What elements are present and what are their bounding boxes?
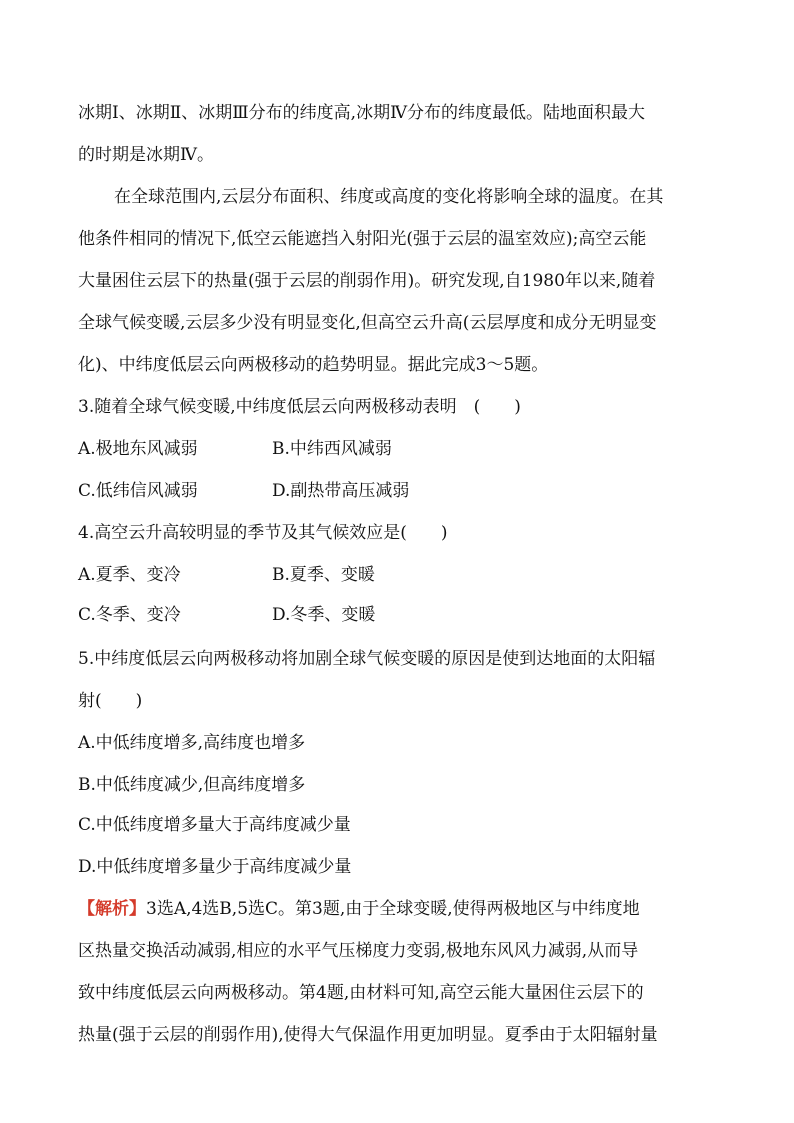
question-3-option-d: D.副热带高压减弱 — [272, 481, 410, 501]
question-4-option-b: B.夏季、变暖 — [272, 565, 375, 585]
question-5-option-a: A.中低纬度增多,高纬度也增多 — [78, 733, 306, 753]
question-3-option-c: C.低纬信风减弱 — [78, 481, 198, 501]
question-5-option-b: B.中低纬度减少,但高纬度增多 — [78, 775, 306, 795]
material-line-3: 大量困住云层下的热量(强于云层的削弱作用)。研究发现,自1980年以来,随着 — [78, 271, 656, 291]
question-4-option-d: D.冬季、变暖 — [272, 605, 376, 625]
material-line-5: 化)、中纬度低层云向两极移动的趋势明显。据此完成3～5题。 — [78, 355, 549, 375]
analysis-line-4: 热量(强于云层的削弱作用),使得大气保温作用更加明显。夏季由于太阳辐射量 — [78, 1025, 658, 1045]
question-5-stem-line-1: 5.中纬度低层云向两极移动将加剧全球气候变暖的原因是使到达地面的太阳辐 — [78, 649, 656, 669]
question-3-option-b: B.中纬西风减弱 — [272, 439, 392, 459]
intro-line-1: 冰期Ⅰ、冰期Ⅱ、冰期Ⅲ分布的纬度高,冰期Ⅳ分布的纬度最低。陆地面积最大 — [78, 103, 646, 123]
question-5-option-d: D.中低纬度增多量少于高纬度减少量 — [78, 857, 352, 877]
intro-line-2: 的时期是冰期Ⅳ。 — [78, 145, 214, 165]
material-line-1: 在全球范围内,云层分布面积、纬度或高度的变化将影响全球的温度。在其 — [114, 187, 664, 207]
question-4-stem: 4.高空云升高较明显的季节及其气候效应是( ) — [78, 523, 448, 543]
question-3-options-row-2 — [78, 479, 410, 503]
question-3-option-a: A.极地东风减弱 — [78, 439, 198, 459]
question-5-stem-line-2: 射( ) — [78, 691, 143, 711]
question-3-stem: 3.随着全球气候变暖,中纬度低层云向两极移动表明 ( ) — [78, 397, 521, 417]
analysis-line-3: 致中纬度低层云向两极移动。第4题,由材料可知,高空云能大量困住云层下的 — [78, 983, 644, 1003]
analysis-text-1: 3选A,4选B,5选C。第3题,由于全球变暖,使得两极地区与中纬度地 — [146, 899, 640, 919]
analysis-label: 【解析】 — [78, 899, 146, 919]
analysis-line-2: 区热量交换活动减弱,相应的水平气压梯度力变弱,极地东风风力减弱,从而导 — [78, 941, 639, 961]
question-4-options-row-2 — [78, 603, 376, 627]
question-4-option-a: A.夏季、变冷 — [78, 565, 181, 585]
question-4-options-row-1 — [78, 563, 375, 587]
analysis-line-1 — [78, 897, 640, 921]
material-line-4: 全球气候变暖,云层多少没有明显变化,但高空云升高(云层厚度和成分无明显变 — [78, 313, 657, 333]
question-4-option-c: C.冬季、变冷 — [78, 605, 181, 625]
question-5-option-c: C.中低纬度增多量大于高纬度减少量 — [78, 815, 351, 835]
material-line-2: 他条件相同的情况下,低空云能遮挡入射阳光(强于云层的温室效应);高空云能 — [78, 229, 647, 249]
question-3-options-row-1 — [78, 437, 392, 461]
